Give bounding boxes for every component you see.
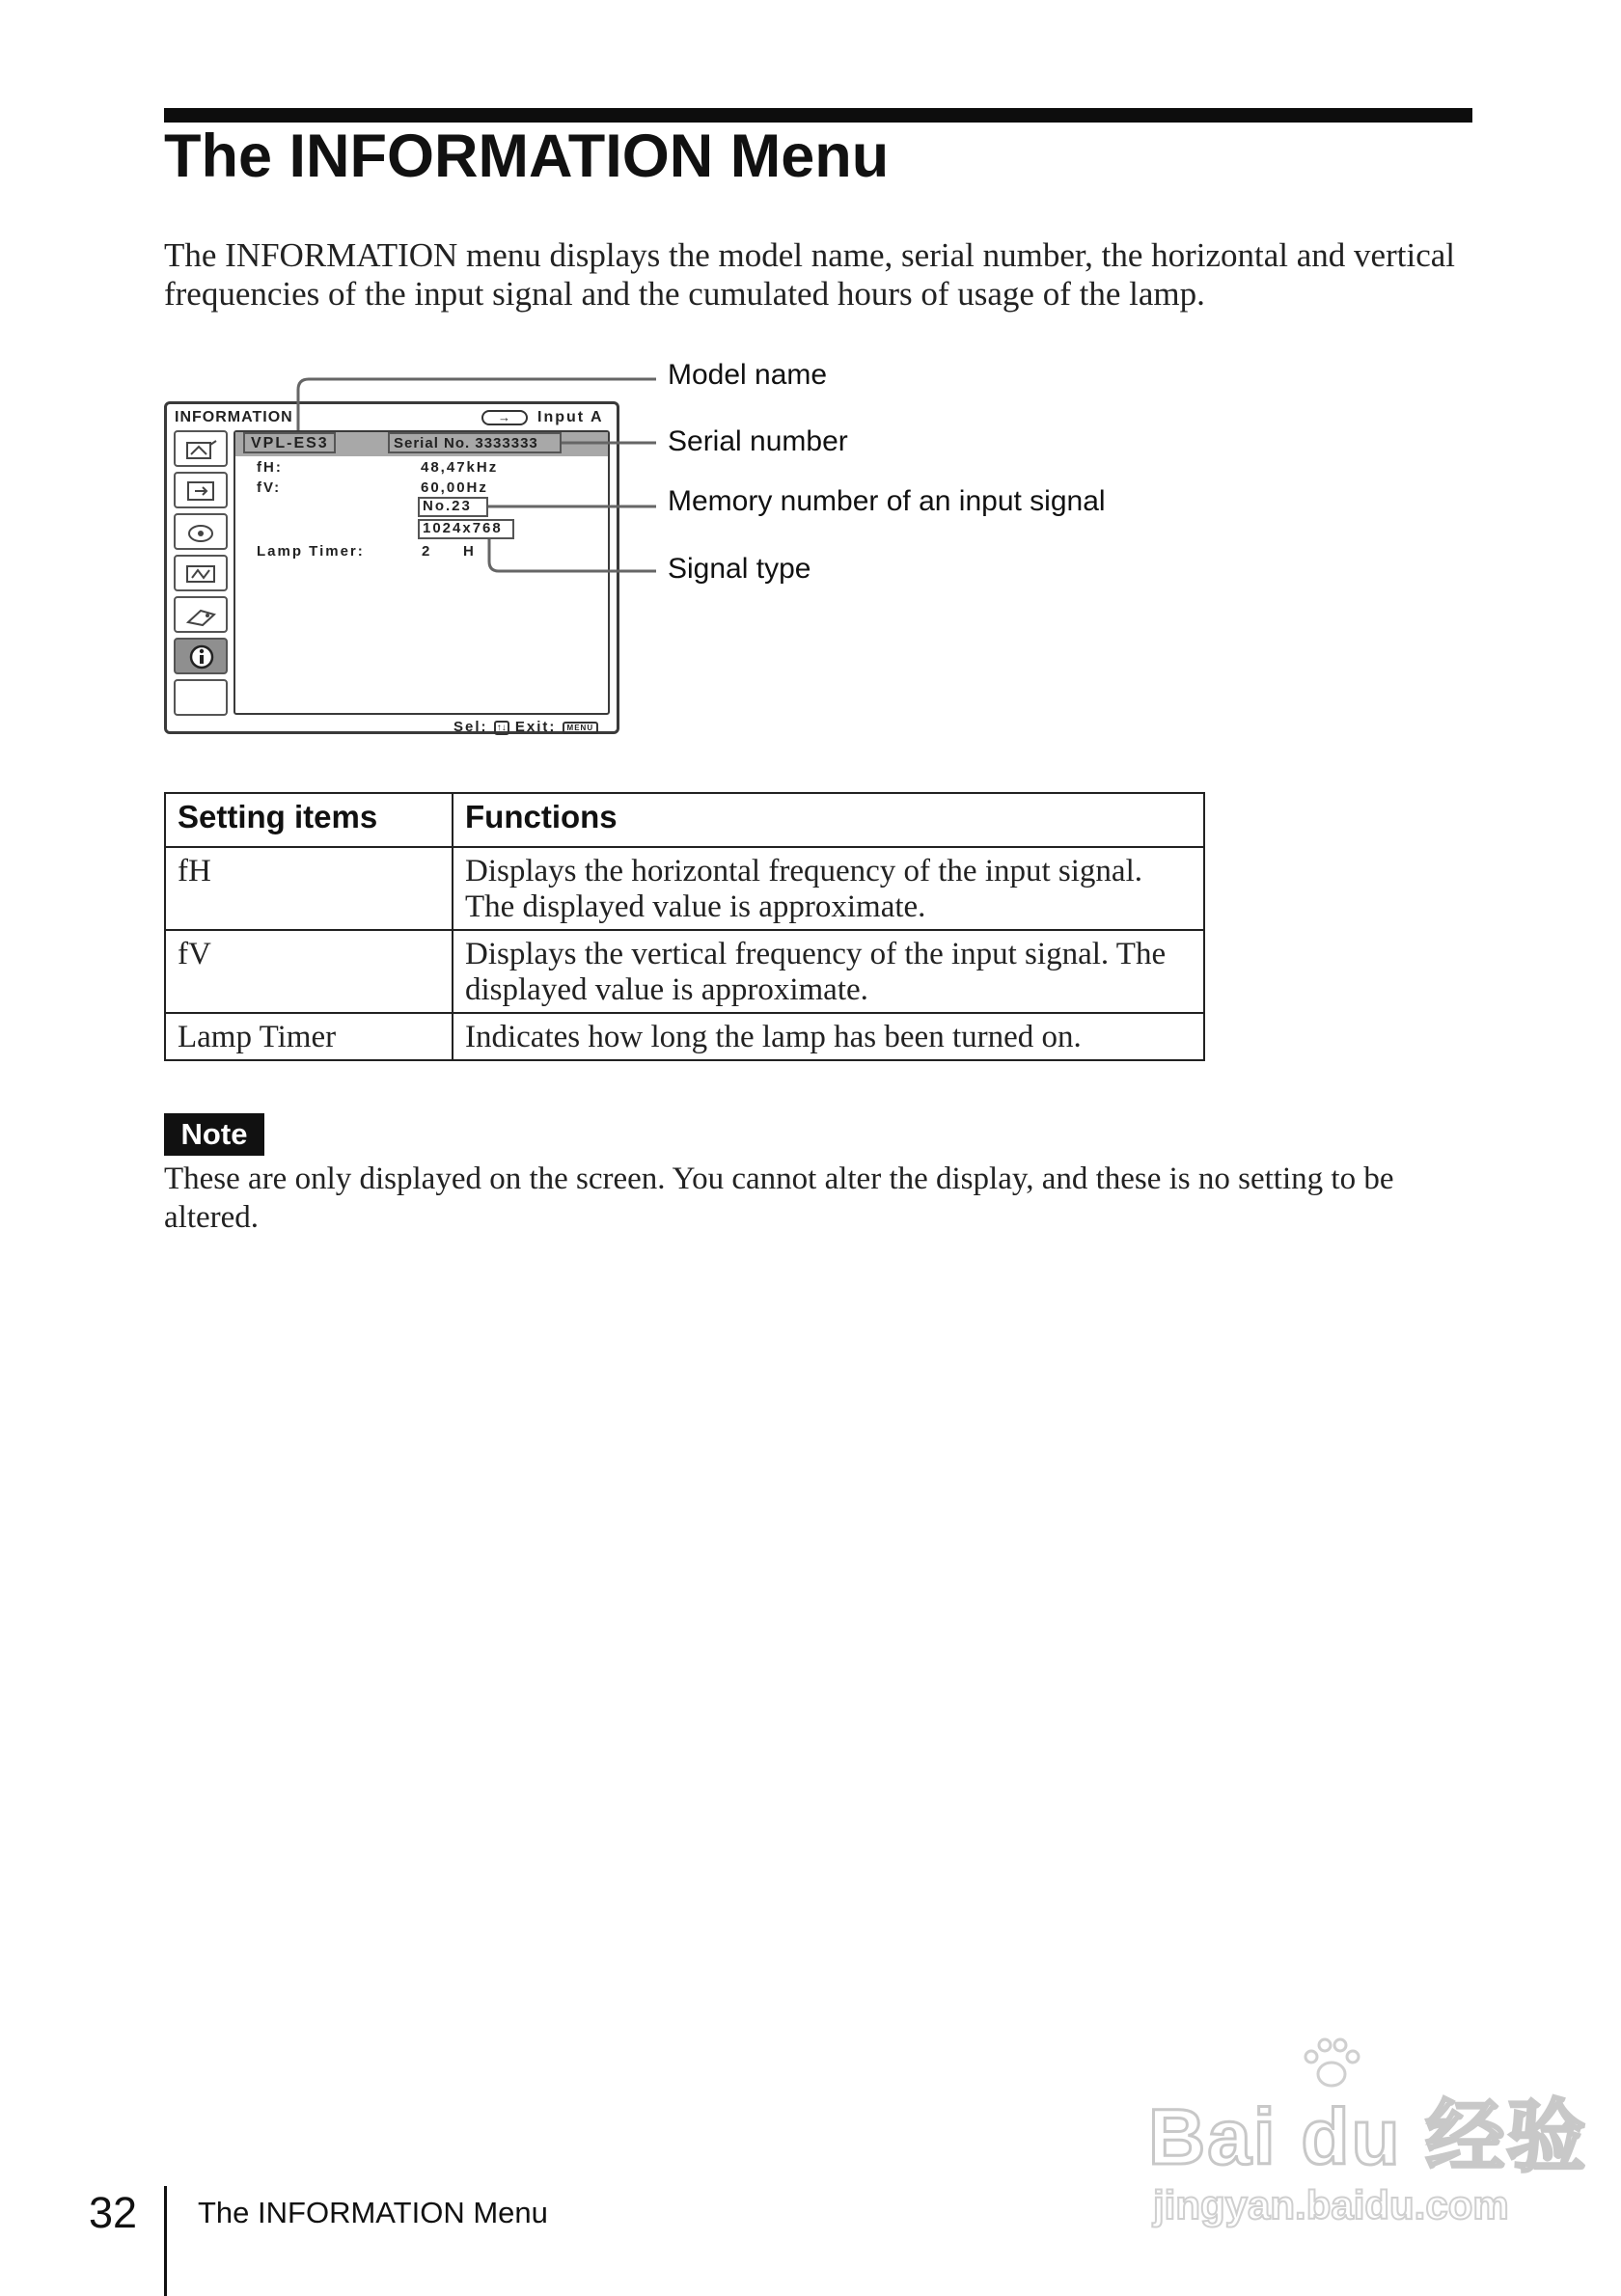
callout-lines: [0, 0, 1621, 791]
osd-serial-number: Serial No. 3333333: [388, 432, 562, 453]
osd-lamp-unit: H: [463, 543, 476, 560]
input-arrow-icon: →: [498, 410, 512, 424]
watermark-url: jingyan.baidu.com: [1153, 2182, 1509, 2228]
page-title: The INFORMATION Menu: [164, 123, 890, 190]
row-function: Indicates how long the lamp has been turned on.: [453, 1013, 1204, 1060]
row-item: fV: [165, 930, 453, 1013]
header-setting-items: Setting items: [165, 793, 453, 847]
osd-footer-sel: Sel:: [453, 719, 488, 735]
settings-table: [164, 792, 1205, 1061]
table-row: [165, 1013, 1204, 1060]
watermark-brand: Bai du 经验: [1148, 2093, 1588, 2181]
table-row: [165, 847, 1204, 930]
osd-fh-label: fH:: [257, 459, 283, 476]
row-item: fH: [165, 847, 453, 930]
osd-memory-number: No.23: [418, 497, 488, 517]
row-item: Lamp Timer: [165, 1013, 453, 1060]
table-header-row: [165, 793, 1204, 847]
callout-serial-number: Serial number: [668, 425, 848, 457]
up-down-icon: ↑↓: [494, 721, 509, 735]
callout-signal-type: Signal type: [668, 553, 811, 585]
intro-paragraph: The INFORMATION menu displays the model name, serial number, the horizontal and vertical frequencies of the input signal and the cumulated hours of usage of the lamp.: [164, 236, 1455, 313]
note-text: These are only displayed on the screen. You cannot alter the display, and these is no setting to be altered.: [164, 1162, 1394, 1235]
header-functions: Functions: [453, 793, 1204, 847]
osd-menu-title: INFORMATION: [175, 409, 293, 425]
osd-footer-menu: MENU: [563, 722, 599, 734]
footer-divider: [164, 2186, 167, 2296]
osd-input-label: Input A: [537, 409, 604, 425]
osd-footer-exit: Exit:: [514, 719, 557, 735]
callout-memory-number: Memory number of an input signal: [668, 485, 1106, 517]
osd-fv-value: 60,00Hz: [421, 479, 488, 496]
page-number: 32: [89, 2188, 138, 2237]
note-badge: Note: [164, 1113, 264, 1156]
osd-model-name: VPL-ES3: [243, 432, 336, 453]
footer-section-title: The INFORMATION Menu: [198, 2196, 548, 2229]
row-function: Displays the horizontal frequency of the input signal. The displayed value is approximate.: [453, 847, 1204, 930]
osd-lamp-label: Lamp Timer:: [257, 543, 365, 560]
osd-fv-label: fV:: [257, 479, 282, 496]
osd-lamp-value: 2: [422, 543, 432, 560]
osd-signal-type: 1024x768: [418, 519, 514, 539]
table-row: [165, 930, 1204, 1013]
row-function: Displays the vertical frequency of the input signal. The displayed value is approximate.: [453, 930, 1204, 1013]
callout-model-name: Model name: [668, 359, 828, 391]
osd-fh-value: 48,47kHz: [421, 459, 499, 476]
